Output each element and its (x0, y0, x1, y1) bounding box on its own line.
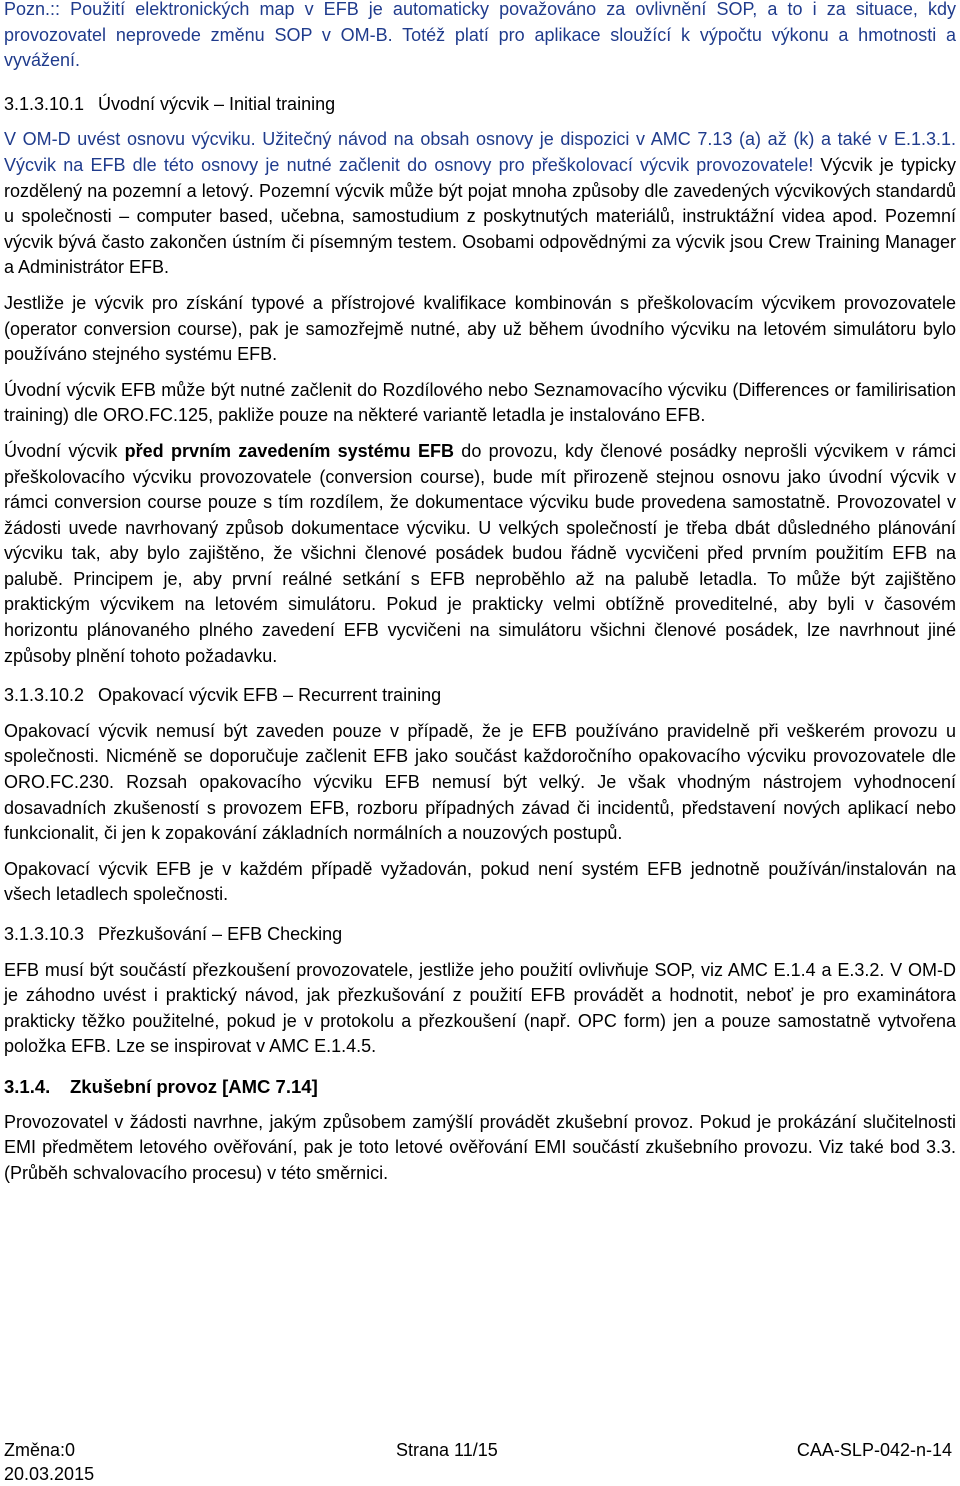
section-heading-3-1-4 (4, 1074, 956, 1100)
paragraph-recurrent-required: Opakovací výcvik EFB je v každém případě vyžadován, pokud není systém EFB jednotně používán/instalován na všech letadlech společnosti. (4, 858, 956, 905)
section-title: Přezkušování – EFB Checking (98, 924, 343, 944)
document-id: CAA-SLP-042-n-14 (796, 1440, 952, 1460)
section-heading-3-1-3-10-3 (4, 922, 956, 948)
bold-emphasis: před prvním zavedením systému EFB (124, 440, 454, 461)
note-paragraph: Pozn.:: Použití elektronických map v EFB je automaticky považováno za ovlivnění SOP, a to i za situace, kdy provozovatel neprovede změnu SOP v OM-B. Totéž platí pro aplikace sloužící k výpočtu výkonu a hmotnosti a vyvážení. (4, 0, 956, 71)
section-heading-3-1-3-10-1 (4, 92, 956, 118)
paragraph-trial-operation: Provozovatel v žádosti navrhne, jakým způsobem zamýšlí provádět zkušební provoz. Pokud je prokázání slučitelnosti EMI předmětem letového ověřování, pak je toto letové ověřování EMI součástí zkušebního provozu. Viz také bod 3.3. (Průběh schvalovacího procesu) v této směrnici. (4, 1111, 956, 1183)
paragraph-differences-training: Úvodní výcvik EFB může být nutné začlenit do Rozdílového nebo Seznamovacího výcviku (Differences or familirisation training) dle ORO.FC.125, pakliže pouze na některé variantě letadla je instalováno EFB. (4, 379, 956, 426)
section-number: 3.1.3.10.2 (4, 685, 85, 706)
section-title: Zkušební provoz [AMC 7.14] (70, 1075, 318, 1097)
section-title: Úvodní výcvik – Initial training (98, 93, 336, 114)
text-span: Úvodní výcvik (4, 440, 125, 461)
page-number: Strana 11/15 (396, 1440, 498, 1460)
blue-text: V OM-D uvést osnovu výcviku. Užitečný návod na obsah osnovy je dispozici v AMC 7.13 (a) až (k) a také v E.1.3.1. Výcvik na EFB dle této osnovy je nutné začlenit do osnovy pro přeškolovací výcvik provozovatele! (4, 129, 956, 175)
change-date: 20.03.2015 (4, 1464, 95, 1484)
plain-text: Výcvik je typicky rozdělený na pozemní a letový. Pozemní výcvik může být pojat mnoha způsoby dle zavedených výcvikových standardů u společnosti – computer based, učebna, samostudium z poskytnutých materiálů, instruktážní videa apod. Pozemní výcvik bývá často zakončen ústním či písemným testem. Osobami odpovědnými za výcvik jsou Crew Training Manager a Administrátor EFB. (4, 154, 957, 278)
text-span: do provozu, kdy členové posádky neprošli výcvikem v rámci přeškolovacího výcviku provozovatele (conversion course), bude mít přirozeně stejnou osnovu jako úvodní výcvik v rámci conversion course pouze s tím rozdílem, že dokumentace výcviku bude provedena samostatně. Provozovatel v žádosti uvede navrhovaný způsob dokumentace výcviku. U velkých společností je třeba dbát důsledného plánování výcviku tak, aby bylo zajištěno, že všichni členové posádek budou řádně vycvičeni před prvním použitím EFB na palubě. Principem je, aby první reálné setkání s EFB neproběhlo až na palubě letadla. To může být zajištěno praktickým výcvikem na letovém simulátoru. Pokud je prakticky velmi obtížně proveditelné, aby byli v časovém horizontu plánovaného plného zavedení EFB vycvičeni na simulátoru všichni členové posádek, lze navrhnout jiné způsoby plnění tohoto požadavku. (4, 440, 956, 666)
section-number: 3.1.3.10.3 (4, 924, 85, 944)
paragraph-initial-training (4, 127, 956, 281)
document-body (4, 0, 956, 1196)
section-number: 3.1.4. (4, 1075, 51, 1097)
section-title: Opakovací výcvik EFB – Recurrent training (98, 685, 442, 706)
paragraph-first-introduction (4, 439, 956, 669)
paragraph-recurrent-training: Opakovací výcvik nemusí být zaveden pouze v případě, že je EFB používáno pravidelně při veškerém provozu u společnosti. Nicméně se doporučuje začlenit EFB jako součást každoročního opakovacího výcviku provozovatele dle ORO.FC.230. Rozsah opakovacího výcviku EFB nemusí být velký. Je však vhodným nástrojem vyhodnocení dosavadních zkušeností s provozem EFB, rozboru případných závad či incidentů, představení nových aplikací nebo funkcionalit, či jen k zopakování základních normálních a nouzových postupů. (4, 720, 956, 844)
paragraph-efb-checking: EFB musí být součástí přezkoušení provozovatele, jestliže jeho použití ovlivňuje SOP, viz AMC E.1.4 a E.3.2. V OM-D je záhodno uvést i praktický návod, jak přezkušování z použití EFB provádět a hodnotit, neboť je pro examinátora prakticky těžko použitelné, pokud je v protokolu a přezkoušení (např. OPC form) jen a pouze samostatně vytvořena položka EFB. Lze se inspirovat v AMC E.1.4.5. (4, 959, 956, 1057)
section-heading-3-1-3-10-2 (4, 683, 956, 709)
footer-change (4, 1438, 94, 1486)
change-label: Změna:0 (4, 1440, 76, 1460)
paragraph-conversion-course: Jestliže je výcvik pro získání typové a přístrojové kvalifikace kombinován s přeškolovacím výcvikem provozovatele (operator conversion course), pak je samozřejmě nutné, aby už během úvodního výcviku na letovém simulátoru bylo používáno stejného systému EFB. (4, 292, 956, 365)
section-number: 3.1.3.10.1 (4, 93, 85, 114)
